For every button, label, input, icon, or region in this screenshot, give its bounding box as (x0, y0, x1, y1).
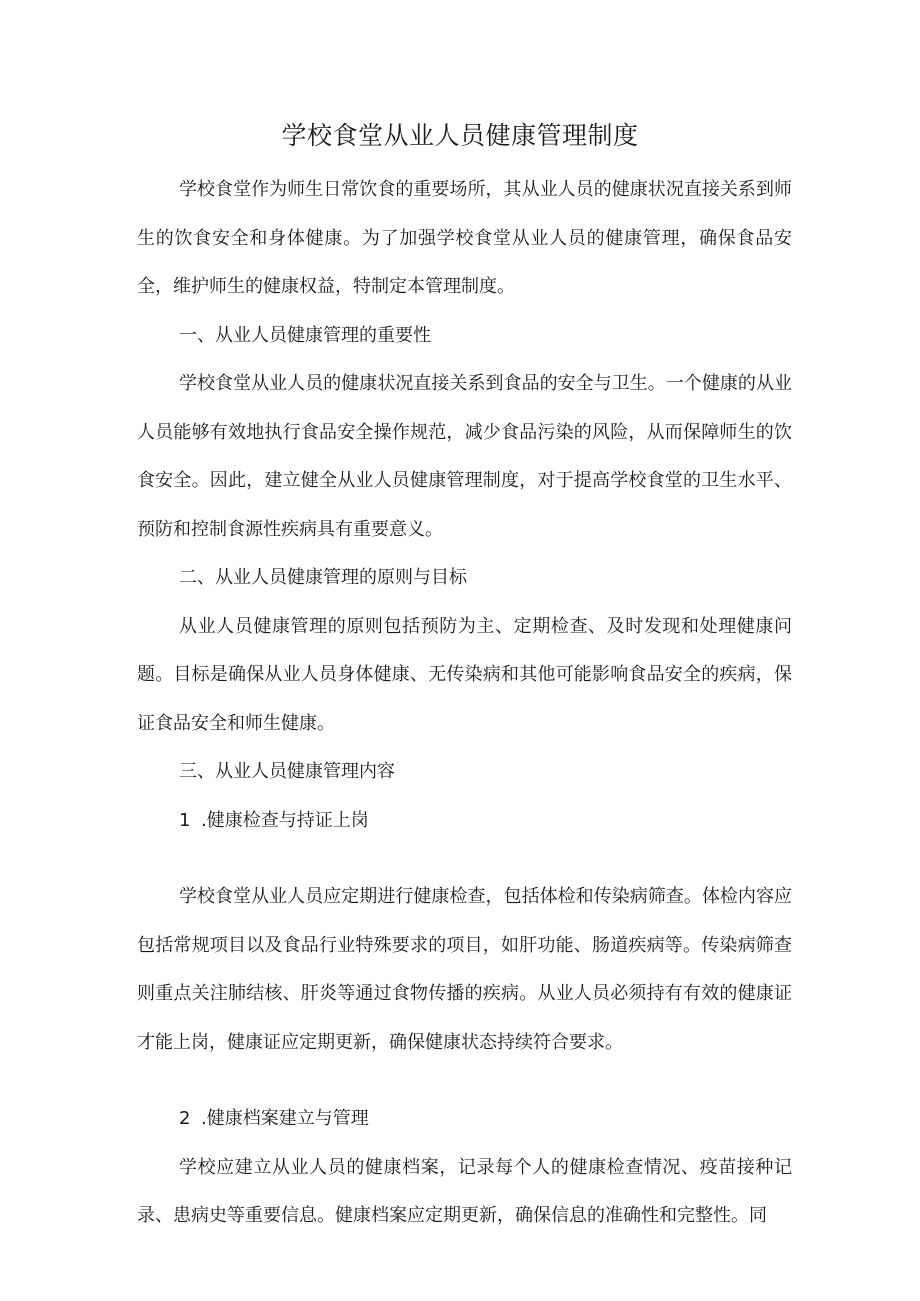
section-heading-1: 一、从业人员健康管理的重要性 (179, 324, 431, 346)
section-heading-2: 二、从业人员健康管理的原则与目标 (179, 567, 467, 588)
subsection-heading-2 (137, 1095, 792, 1144)
subsection-number: 2 (179, 1108, 191, 1129)
subsection-paragraph-2: 学校应建立从业人员的健康档案，记录每个人的健康检查情况、疫苗接种记录、患病史等重要信息。健康档案应定期更新，确保信息的准确性和完整性。同 (137, 1156, 792, 1226)
subsection-title: .健康检查与持证上岗 (201, 809, 369, 831)
document-body (137, 166, 792, 1241)
section-paragraph-2: 从业人员健康管理的原则包括预防为主、定期检查、及时发现和处理健康问题。目标是确保从业人员身体健康、无传染病和其他可能影响食品安全的疾病，保证食品安全和师生健康。 (137, 615, 792, 734)
subsection-title: .健康档案建立与管理 (201, 1108, 369, 1129)
subsection-heading-1 (137, 797, 792, 846)
page-title: 学校食堂从业人员健康管理制度 (281, 121, 639, 150)
subsection-number: 1 (179, 809, 191, 831)
intro-paragraph: 学校食堂作为师生日常饮食的重要场所，其从业人员的健康状况直接关系到师生的饮食安全和身体健康。为了加强学校食堂从业人员的健康管理，确保食品安全，维护师生的健康权益，特制定本管理制度。 (137, 179, 792, 297)
section-paragraph-1: 学校食堂从业人员的健康状况直接关系到食品的安全与卫生。一个健康的从业人员能够有效地执行食品安全操作规范，减少食品污染的风险，从而保障师生的饮食安全。因此，建立健全从业人员健康管理制度，对于提高学校食堂的卫生水平、预防和控制食源性疾病具有重要意义。 (137, 373, 792, 540)
subsection-paragraph-1: 学校食堂从业人员应定期进行健康检查，包括体检和传染病筛查。体检内容应包括常规项目以及食品行业特殊要求的项目，如肝功能、肠道疾病等。传染病筛查则重点关注肺结核、肝炎等通过食物传播的疾病。从业人员必须持有有效的健康证才能上岗，健康证应定期更新，确保健康状态持续符合要求。 (137, 886, 792, 1053)
spacer (137, 845, 792, 873)
section-heading-3: 三、从业人员健康管理内容 (179, 761, 395, 782)
spacer (137, 1067, 792, 1095)
